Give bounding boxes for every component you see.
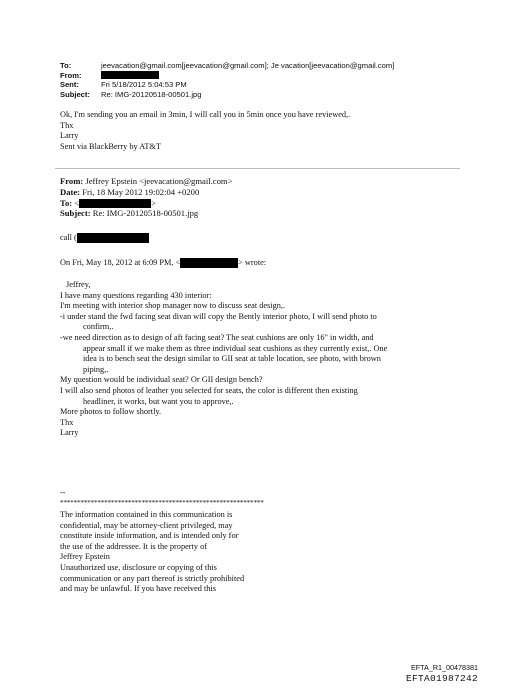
message-line: confirm,. — [83, 322, 114, 332]
separator-line — [55, 168, 460, 169]
call-text: call ( — [60, 233, 77, 242]
reply-line: Sent via BlackBerry by AT&T — [60, 141, 161, 151]
quoted-to-row — [60, 198, 232, 209]
message-line: I will also send photos of leather you selected for seats, the color is different then existing — [60, 385, 358, 395]
redaction-box — [79, 199, 151, 208]
disclaimer-line: Unauthorized use, disclosure or copying of this — [60, 562, 217, 572]
quoted-subject-value: Re: IMG-20120518-00501.jpg — [92, 208, 199, 219]
message-line: piping,. — [83, 364, 109, 374]
message-line: I'm meeting with interior shop manager now to discuss seat design,. — [60, 301, 286, 311]
attribution-prefix: On Fri, May 18, 2012 at 6:09 PM, < — [60, 258, 181, 267]
disclaimer — [60, 510, 244, 595]
to-label: To: — [60, 61, 72, 70]
call-line — [60, 233, 149, 244]
message-line: I have many questions regarding 430 interior: — [60, 290, 212, 300]
message-line: More photos to follow shortly. — [60, 407, 162, 417]
disclaimer-line: and may be unlawful. If you have received this — [60, 584, 216, 594]
redaction-box — [180, 258, 238, 268]
reply-line: Larry — [60, 131, 79, 141]
email-header — [60, 61, 394, 99]
reply-line: Thx — [60, 120, 74, 130]
message-line: appear small if we make them as three individual seat cushions as they currently exist,. One — [83, 343, 388, 353]
disclaimer-line: the use of the addressee. It is the property of — [60, 541, 207, 551]
disclaimer-line: communication or any part thereof is strictly prohibited — [60, 573, 245, 583]
quoted-subject-label: Subject: — [60, 208, 91, 219]
to-value: jeevacation@gmail.com[jeevacation@gmail.com]; Je vacation[jeevacation@gmail.com] — [101, 61, 395, 70]
sent-value: Fri 5/18/2012 5:04:53 PM — [101, 80, 187, 90]
redaction-box — [77, 233, 149, 243]
quoted-to-open: < — [74, 197, 80, 208]
quoted-header — [60, 176, 232, 219]
from-row — [60, 71, 394, 81]
disclaimer-line: Jeffrey Epstein — [60, 552, 110, 562]
signature-dash: -- — [60, 488, 66, 497]
message-line: -i under stand the fwd facing seat divan will copy the Bently interior photo, I will send photo to — [60, 311, 377, 321]
bates-number-2: EFTA01987242 — [405, 673, 478, 684]
to-row — [60, 61, 394, 71]
redaction-box — [101, 71, 159, 79]
message-line: idea is to bench seat the design similar to GII seat at table location, see photo, with brown — [83, 354, 381, 364]
message-line: Jeffrey, — [66, 280, 91, 289]
reply-line: Ok, I'm sending you an email in 3min, I will call you in 5min once you have reviewed,. — [60, 110, 351, 119]
bates-number-1: EFTA_R1_00478381 — [411, 663, 478, 672]
asterisk-line: ************************************************************ — [60, 499, 264, 507]
subject-row — [60, 90, 394, 100]
subject-label: Subject: — [60, 89, 90, 99]
quoted-from-value: Jeffrey Epstein <jeevacation@gmail.com> — [85, 176, 233, 186]
sent-row — [60, 80, 394, 90]
quoted-date-row — [60, 187, 232, 198]
disclaimer-line: constitute inside information, and is intended only for — [60, 531, 239, 541]
message-line: Thx — [60, 417, 74, 427]
message-line: My question would be individual seat? Or GII design bench? — [60, 375, 263, 385]
message-line: -we need direction as to design of aft facing seat? The seat cushions are only 16" in width, and — [60, 332, 374, 342]
disclaimer-line: confidential, may be attorney-client privileged, may — [60, 520, 233, 530]
quoted-subject-row — [60, 208, 232, 219]
sent-label: Sent: — [60, 80, 79, 90]
quoted-to-label: To: — [60, 197, 73, 208]
message-line: Larry — [60, 428, 79, 438]
quoted-to-close: > — [151, 197, 156, 208]
disclaimer-line: The information contained in this communication is — [60, 510, 233, 519]
quoted-date-value: Fri, 18 May 2012 19:02:04 +0200 — [82, 186, 200, 197]
quoted-from-label: From: — [60, 176, 84, 186]
attribution-suffix: > wrote: — [238, 258, 267, 267]
from-label: From: — [60, 70, 82, 80]
attribution-line — [60, 258, 266, 269]
reply-body — [60, 110, 350, 152]
message-body — [60, 280, 387, 439]
subject-value: Re: IMG-20120518-00501.jpg — [101, 89, 202, 99]
quoted-date-label: Date: — [60, 186, 81, 197]
message-line: headliner, it works, but want you to approve,. — [83, 396, 234, 406]
quoted-from-row — [60, 176, 232, 187]
